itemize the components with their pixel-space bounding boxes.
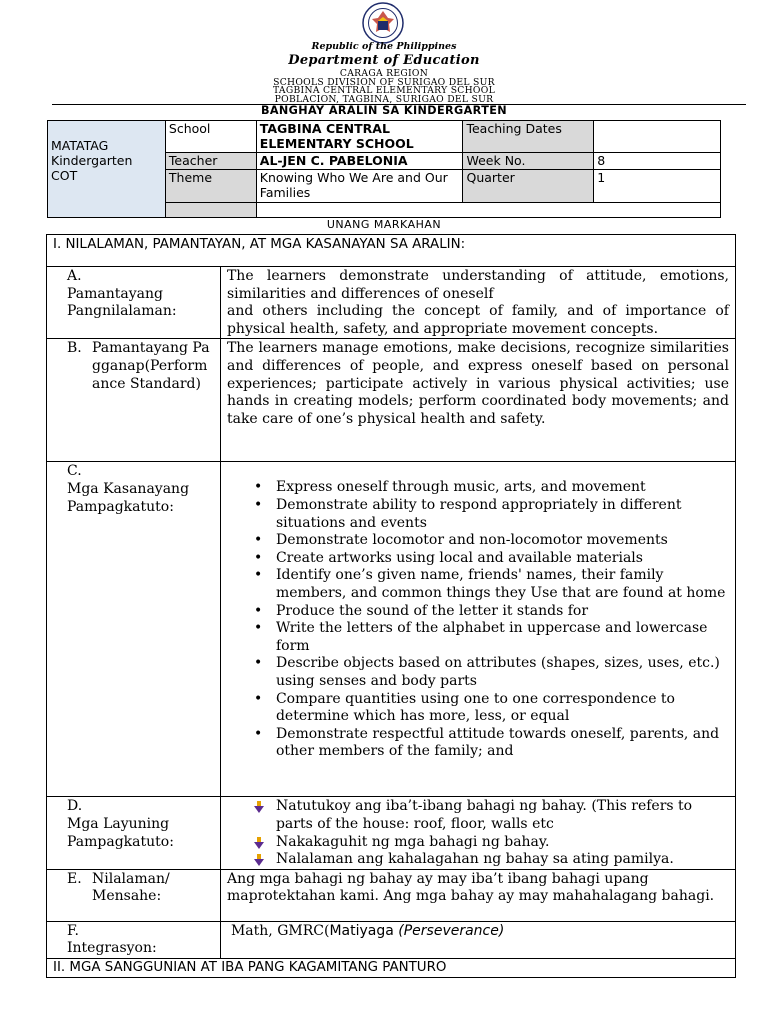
week-value: 8 <box>594 153 721 170</box>
objective-text: Nalalaman ang kahalagahan ng bahay sa ating pamilya. <box>275 851 674 868</box>
row-d-label <box>47 797 221 869</box>
row-f-letter: F. <box>67 922 79 939</box>
list-item: • Describe objects based on attributes (shapes, sizes, uses, etc.) using senses and body parts <box>276 655 729 690</box>
row-a-title: Pamantayang Pangnilalaman: <box>67 285 177 320</box>
division-text: SCHOOLS DIVISION OF SURIGAO DEL SUR <box>273 77 495 88</box>
integration-value-translation: (Perseverance) <box>398 922 505 939</box>
list-item: • Demonstrate locomotor and non-locomotor movements <box>276 532 729 550</box>
list-item <box>276 798 729 833</box>
row-b-label <box>47 339 221 462</box>
list-item: • Compare quantities using one to one correspondence to determine which has more, less, or equal <box>276 691 729 726</box>
quarter-value: 1 <box>594 170 721 203</box>
row-c-title: Mga Kasanayang Pampagkatuto: <box>67 480 190 515</box>
content-standard-text-2: and others including the concept of family, and of importance of physical health, safety, and appropriate movement concepts. <box>226 303 729 337</box>
school-value: TAGBINA CENTRAL ELEMENTARY SCHOOL <box>256 121 463 153</box>
performance-standard-text: The learners manage emotions, make decisions, recognize similarities and differences of people, and express oneself based on personal experiences; participate actively in various physical activities; use hands in creating models; perform coordinated body movements; and take care of one’s physical health and safety. <box>220 339 735 462</box>
lesson-plan-table <box>46 234 736 978</box>
row-d-letter: D. <box>67 798 83 815</box>
arrow-down-bullet-icon <box>254 801 264 813</box>
row-a-letter: A. <box>67 268 82 284</box>
school-label: School <box>165 121 256 153</box>
teacher-value: AL-JEN C. PABELONIA <box>256 153 463 170</box>
row-b-title: Pamantayang Pagganap(Performance Standard) <box>92 340 210 392</box>
list-item: • Write the letters of the alphabet in uppercase and lowercase form <box>276 620 729 655</box>
row-d-value <box>220 797 735 869</box>
week-label: Week No. <box>463 153 594 170</box>
list-item: • Demonstrate respectful attitude towards oneself, parents, and other members of the family; and <box>276 726 729 761</box>
arrow-down-bullet-icon <box>254 837 264 849</box>
row-a-value <box>220 267 735 339</box>
teaching-dates-value <box>594 121 721 153</box>
objective-text: Natutukoy ang iba’t-ibang bahagi ng bahay. (This refers to parts of the house: roof, floor, walls etc <box>275 798 693 832</box>
program-cell <box>48 121 166 218</box>
row-f-title: Integrasyon: <box>67 940 157 957</box>
integration-subjects: Math, GMRC( <box>230 922 330 939</box>
theme-value: Knowing Who We Are and Our Families <box>256 170 463 203</box>
integration-value <box>220 921 735 958</box>
blank-cell <box>256 203 720 218</box>
row-d-title: Mga Layuning Pampagkatuto: <box>67 815 174 850</box>
address-text: POBLACION, TAGBINA, SURIGAO DEL SUR <box>274 94 494 105</box>
row-e-title: Nilalaman/ Mensahe: <box>92 870 170 905</box>
row-f-label <box>47 921 221 958</box>
arrow-down-bullet-icon <box>254 854 264 866</box>
objective-text: Nakakaguhit ng mga bahagi ng bahay. <box>275 833 550 850</box>
deped-seal-logo <box>358 2 408 44</box>
department-text: Department of Education <box>288 53 480 68</box>
teacher-label: Teacher <box>165 153 256 170</box>
row-e-label <box>47 869 221 921</box>
quarter-heading: UNANG MARKAHAN <box>326 218 442 231</box>
program-line-3: COT <box>51 168 78 183</box>
list-item <box>276 851 729 869</box>
republic-text: Republic of the Philippines <box>311 41 457 52</box>
row-b-letter: B. <box>67 340 82 357</box>
list-item: • Express oneself through music, arts, and movement <box>276 479 729 497</box>
theme-label: Theme <box>165 170 256 203</box>
program-line-1: MATATAG <box>51 138 109 153</box>
content-standard-text-1: The learners demonstrate understanding of attitude, emotions, similarities and differences of oneself <box>226 268 729 302</box>
list-item <box>276 834 729 852</box>
lesson-info-table <box>47 120 721 218</box>
teaching-dates-label: Teaching Dates <box>463 121 594 153</box>
section-2-title: II. MGA SANGGUNIAN AT IBA PANG KAGAMITANG PANTURO <box>47 958 736 977</box>
row-c-label <box>47 462 221 797</box>
quarter-label: Quarter <box>463 170 594 203</box>
region-text: CARAGA REGION <box>339 68 429 79</box>
document-title: BANGHAY ARALIN SA KINDERGARTEN <box>260 104 508 117</box>
list-item: • Produce the sound of the letter it stands for <box>276 603 729 621</box>
message-text: Ang mga bahagi ng bahay ay may iba’t ibang bahagi upang maprotektahan kami. Ang mga bahay ay may mahahalagang bahagi. <box>220 869 735 921</box>
section-1-title: I. NILALAMAN, PAMANTAYAN, AT MGA KASANAYAN SA ARALIN: <box>47 235 736 267</box>
row-e-letter: E. <box>67 870 82 887</box>
row-c-value <box>220 462 735 797</box>
competencies-list <box>227 479 729 761</box>
list-item: • Demonstrate ability to respond appropriately in different situations and events <box>276 497 729 532</box>
program-line-2: Kindergarten <box>51 153 133 168</box>
row-c-letter: C. <box>67 463 82 480</box>
list-item: • Create artworks using local and available materials <box>276 550 729 568</box>
list-item: • Identify one’s given name, friends' names, their family members, and common things they Use that are found at home <box>276 567 729 602</box>
school-header-text: TAGBINA CENTRAL ELEMENTARY SCHOOL <box>273 85 495 96</box>
row-a-label <box>47 267 221 339</box>
objectives-list <box>227 798 729 868</box>
integration-value-word: Matiyaga <box>329 922 394 939</box>
blank-cell <box>165 203 256 218</box>
